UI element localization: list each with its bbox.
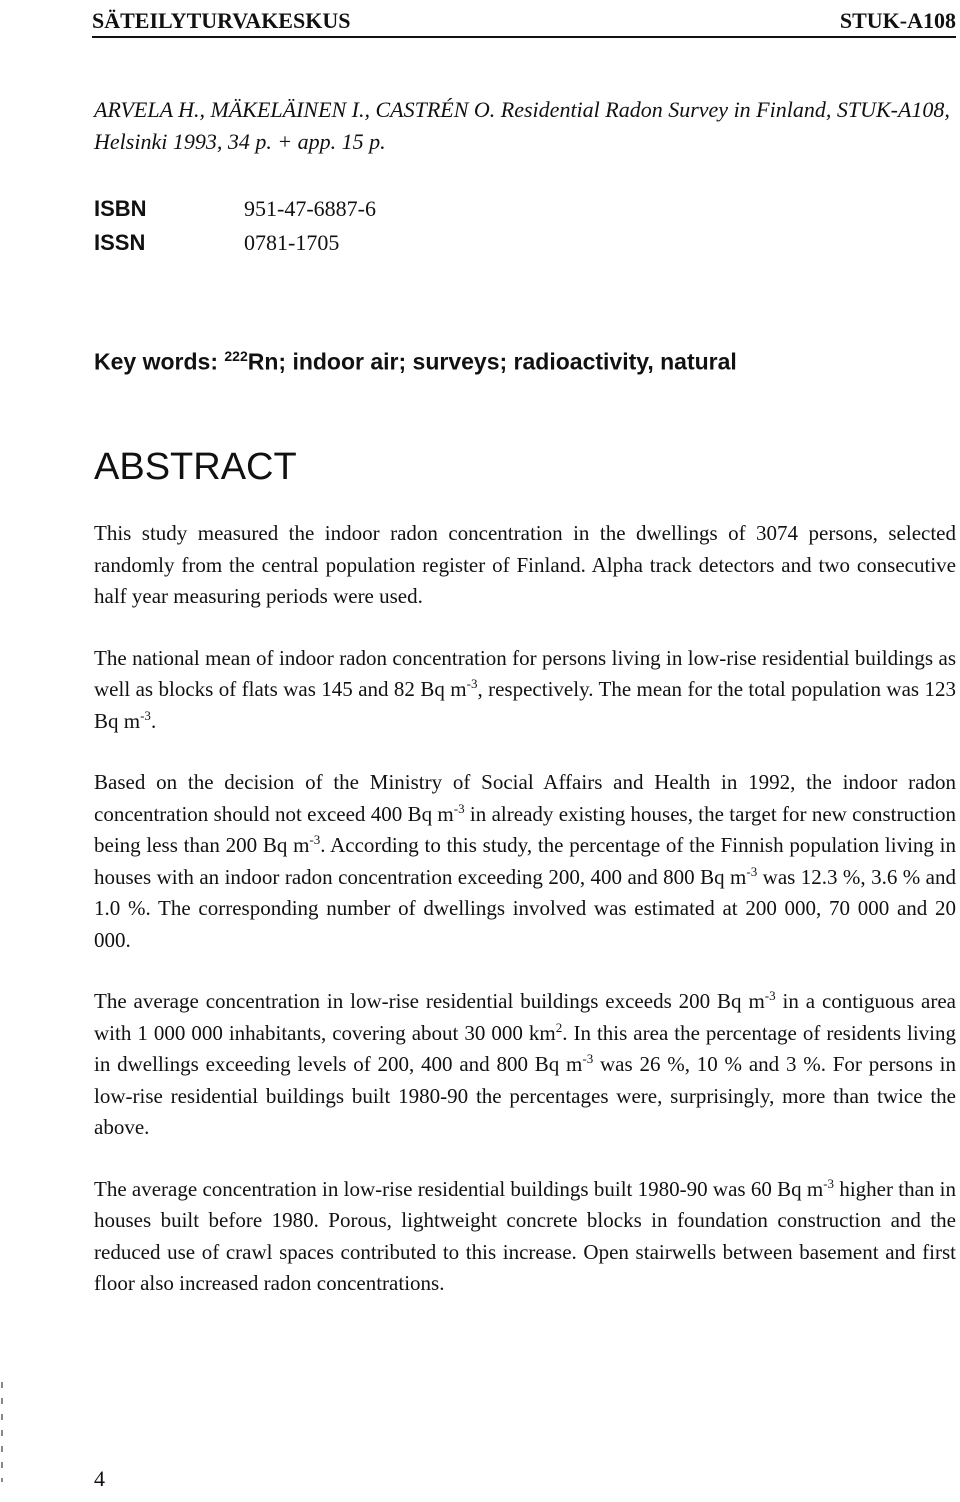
p5-text-b: higher than in houses built before 1980. Porous, lightweight concrete blocks in foundation construction and the reduced use of crawl spaces contributed to this increase. Open stairwells between basement and first floor also increased radon concentrations.: [94, 1176, 957, 1295]
abstract-title: ABSTRACT: [94, 446, 297, 488]
report-code: STUK-A108: [839, 8, 956, 33]
keywords-label: Key words:: [94, 348, 218, 375]
p4-sup-3: -3: [582, 1051, 594, 1066]
p4-text-c: . In this area the percentage of residents living in dwellings exceeding levels of 200, 400 and 800 Bq m: [94, 1020, 956, 1076]
isbn-value: 951-47-6887-6: [244, 196, 376, 221]
paragraph-5: [94, 1174, 956, 1300]
p4-text-d: was 26 %, 10 % and 3 %. For persons in low-rise residential buildings built 1980-90 the percentages were, surprisingly, more than twice the above.: [94, 1052, 956, 1139]
keywords: [94, 348, 737, 376]
p2-text-c: .: [150, 708, 157, 733]
issn-label: ISSN: [94, 230, 146, 255]
paragraph-2: [94, 643, 956, 738]
page-header: [92, 6, 956, 38]
p4-sup-2: 2: [555, 1019, 563, 1035]
p3-sup-2: -3: [309, 832, 321, 847]
p2-sup-1: -3: [466, 676, 478, 691]
paragraph-4: [94, 986, 956, 1144]
p3-sup-1: -3: [453, 800, 465, 816]
identifiers: [94, 192, 376, 260]
margin-marks: [1, 1382, 3, 1482]
p4-text-a: The average concentration in low-rise residential buildings exceeds 200 Bq m: [94, 989, 765, 1013]
publisher-name: SÄTEILYTURVAKESKUS: [92, 8, 351, 33]
keywords-text: Rn; indoor air; surveys; radioactivity, natural: [247, 348, 737, 375]
p2-sup-2: -3: [140, 707, 151, 723]
keywords-superscript: 222: [224, 348, 248, 364]
paragraph-1: This study measured the indoor radon concentration in the dwellings of 3074 persons, selected randomly from the central population register of Finland. Alpha track detectors and two consecutive half year measuring periods were used.: [94, 521, 956, 608]
page-number: 4: [94, 1466, 105, 1491]
p5-sup-1: -3: [823, 1175, 835, 1191]
p5-text-a: The average concentration in low-rise residential buildings built 1980-90 was 60 Bq m: [94, 1176, 824, 1201]
p3-text-c: . According to this study, the percentage of the Finnish population living in houses with an indoor radon concentration exceeding 200, 400 and 800 Bq m: [94, 833, 957, 889]
p3-text-a: Based on the decision of the Ministry of Social Affairs and Health in 1992, the indoor radon concentration should not exceed 400 Bq m: [94, 770, 956, 826]
issn-row: [94, 226, 376, 260]
p4-sup-1: -3: [764, 988, 776, 1003]
abstract-body: [94, 518, 956, 1330]
p4-text-b: in a contiguous area with 1 000 000 inhabitants, covering about 30 000 km: [94, 989, 956, 1045]
p2-text-a: The national mean of indoor radon concentration for persons living in low-rise residential buildings as well as blocks of flats was 145 and 82 Bq m: [94, 645, 956, 701]
citation: ARVELA H., MÄKELÄINEN I., CASTRÉN O. Residential Radon Survey in Finland, STUK-A108, Helsinki 1993, 34 p. + app. 15 p.: [94, 97, 950, 154]
paragraph-3: [94, 767, 956, 956]
p3-text-b: in already existing houses, the target for new construction being less than 200 Bq m: [94, 801, 956, 857]
isbn-row: [94, 192, 376, 226]
p2-text-b: , respectively. The mean for the total population was 123 Bq m: [94, 677, 956, 733]
issn-value: 0781-1705: [244, 230, 340, 255]
p3-sup-3: -3: [746, 863, 758, 879]
isbn-label: ISBN: [94, 196, 147, 221]
p3-text-d: was 12.3 %, 3.6 % and 1.0 %. The corresponding number of dwellings involved was estimated at 200 000, 70 000 and 20 000.: [94, 864, 957, 952]
